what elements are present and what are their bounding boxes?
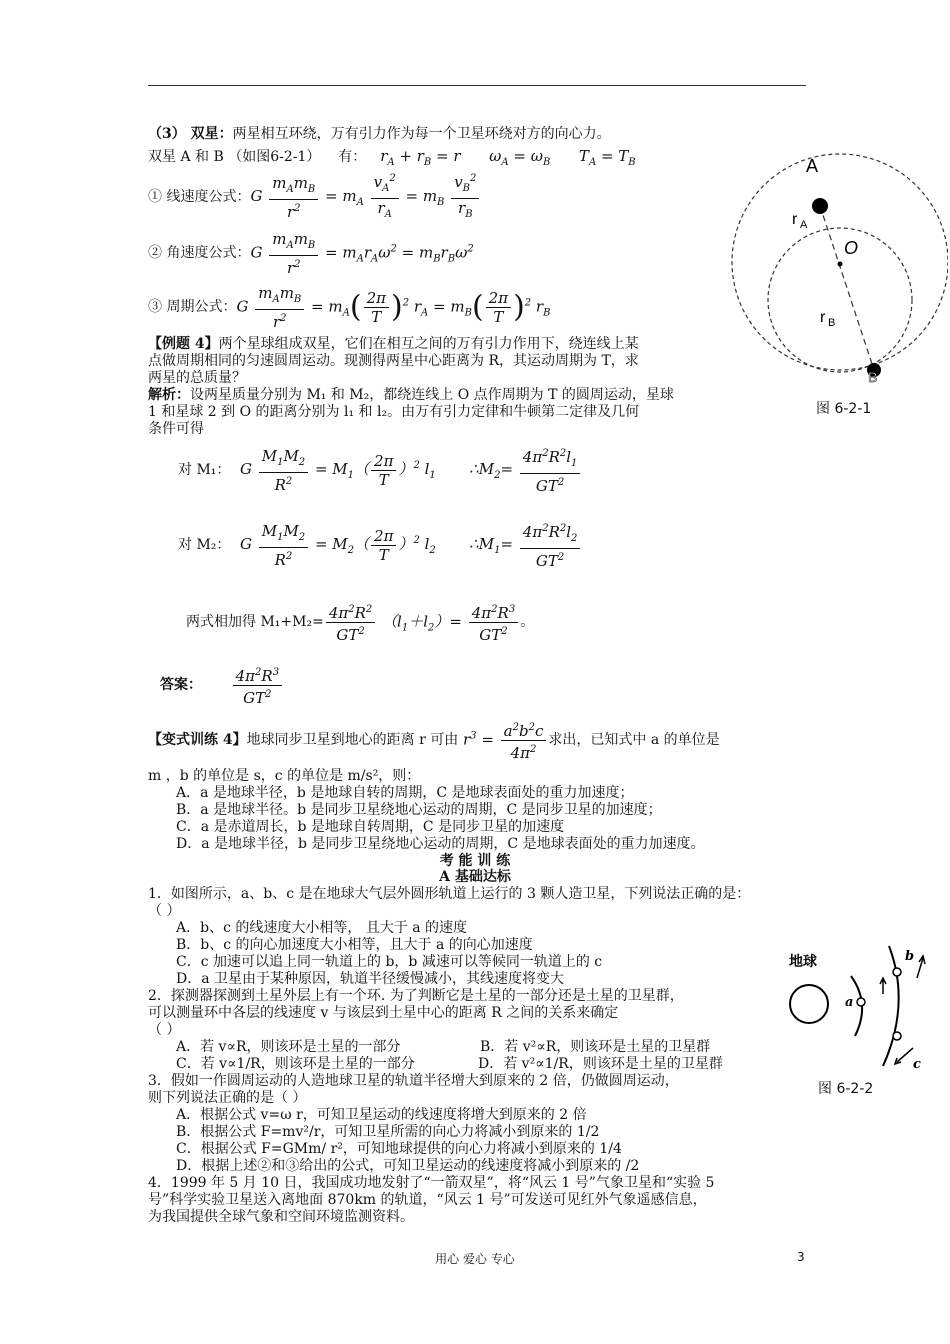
- q2-stem1: 2．探测器探测到土星外层上有一个环. 为了判断它是土星的一部分还是土星的卫星群，: [148, 988, 684, 1004]
- arrow-a: [880, 978, 886, 994]
- sum-period: 。: [520, 613, 535, 630]
- sum-prefix: 两式相加得 M₁+M₂=: [186, 613, 324, 630]
- label-rb: r: [820, 309, 826, 326]
- variant4-text-a: 地球同步卫星到地心的距离 r 可由: [246, 731, 459, 748]
- center-o: [838, 262, 843, 267]
- q2-option-d[interactable]: D．若 v²∝1/R，则该环是土星的卫星群: [478, 1056, 723, 1072]
- label-sat-a: a: [845, 995, 854, 1010]
- section3-line2: [148, 148, 636, 171]
- analysis-text2: 1 和星球 2 到 O 的距离分别为 l₁ 和 l₂。由万有引力定律和牛顿第二定律及几何: [148, 404, 640, 420]
- label-b: B: [868, 369, 878, 385]
- variant4-text2: m ，b 的单位是 s，c 的单位是 m/s²，则：: [148, 768, 421, 784]
- variant4-option-c[interactable]: C．a 是赤道周长，b 是地球自转周期，C 是同步卫星的加速度: [176, 819, 565, 835]
- example4-text1: 两个星球组成双星，它们在相互之间的万有引力作用下，绕连线上某: [218, 336, 639, 352]
- sum-math: $\frac{4\pi^2R^2}{GT^2}$ $(l_1+l_2)=$ $\frac{4\pi^2R^3}{GT^2}$: [324, 601, 520, 644]
- figure-satellites: [785, 940, 935, 1075]
- formula3-math: G $\frac{m_Am_B}{r^2}$ = $m_A$( $\frac{2\pi}{T}$ )$^2$ $r_A = m_B$( $\frac{2\pi}{T}$ )$^2$ $r_B$: [236, 283, 551, 331]
- figure2-caption: 图 6-2-2: [818, 1081, 874, 1097]
- q3-option-d[interactable]: D．根据上述②和③给出的公式，可知卫星运动的线速度将减小到原来的 /2: [176, 1158, 640, 1174]
- label-ra-sub: A: [800, 219, 808, 231]
- label-sat-c: c: [913, 1057, 921, 1072]
- section3-heading: （3） 双星：: [148, 126, 233, 142]
- section3-heading-line: [148, 126, 611, 143]
- formula2-label: ② 角速度公式：: [148, 244, 251, 261]
- arrow-c: [895, 1048, 913, 1064]
- label-sat-b: b: [905, 949, 915, 964]
- q1-stem: 1．如图所示，a、b、c 是在地球大气层外圆形轨道上运行的 3 颗人造卫星，下列说法正确的是：: [148, 886, 751, 902]
- q4-line2: 号”科学实验卫星送入离地面 870km 的轨道，“风云 1 号”可发送可见红外气象遥感信息，: [148, 1192, 707, 1208]
- analysis-text1: 设两星质量分别为 M₁ 和 M₂，都绕连线上 O 点作周期为 T 的圆周运动，星球: [190, 387, 674, 403]
- q1-option-a[interactable]: A．b、c 的线速度大小相等， 且大于 a 的速度: [176, 920, 468, 936]
- variant4-option-a[interactable]: A．a 是地球半径，b 是地球自转的周期，C 是地球表面处的重力加速度；: [176, 785, 634, 801]
- equation-m2: [178, 515, 582, 575]
- label-ra: r: [792, 211, 798, 228]
- figure-binary-star: [728, 150, 948, 390]
- variant4-option-b[interactable]: B．a 是地球半径。b 是同步卫星绕地心运动的周期，C 是同步卫星的加速度；: [176, 802, 662, 818]
- earth-label: 地球: [789, 954, 817, 970]
- formula2-math: G $\frac{m_Am_B}{r^2}$ = $m_Ar_A\omega^2 = m_Br_B\omega^2$: [250, 229, 474, 277]
- analysis-text3: 条件可得: [148, 421, 204, 437]
- formula2: [148, 228, 474, 278]
- q1-option-b[interactable]: B．b、c 的向心加速度大小相等，且大于 a 的向心加速度: [176, 937, 533, 953]
- page-number: 3: [797, 1250, 805, 1264]
- q3-stem1: 3．假如一作圆周运动的人造地球卫星的轨道半径增大到原来的 2 倍，仍做圆周运动，: [148, 1073, 679, 1089]
- label-a: A: [806, 156, 819, 176]
- header-rule: [148, 85, 806, 86]
- q2-option-b[interactable]: B．若 v²∝R，则该环是土星的卫星群: [480, 1039, 711, 1055]
- q1-blank: （ ）: [148, 903, 181, 919]
- satellite-a: [857, 998, 865, 1006]
- have-text: 有：: [338, 149, 367, 165]
- answer-line: [160, 660, 284, 710]
- label-rb-sub: B: [828, 317, 836, 329]
- relation-r: $r_A + r_B = r$ $\omega_A = \omega_B$ $T_A = T_B$: [370, 147, 636, 168]
- connecting-line: [820, 206, 874, 370]
- formula1: [148, 172, 481, 222]
- footer-center: 用心 爱心 专心: [435, 1252, 515, 1266]
- satellite-b: [893, 968, 901, 976]
- variant4-line1: [148, 718, 720, 762]
- arrow-b: [917, 956, 925, 978]
- example4-tag: 【例题 4】: [148, 336, 219, 352]
- variant4-formula: $r^3$ = $\frac{a^2b^2c}{4\pi^2}$: [458, 719, 548, 762]
- section3-text: 两星相互环绕，万有引力作为每一个卫星环绕对方的向心力。: [232, 126, 611, 142]
- star-a: [812, 198, 828, 214]
- sum-equation: [186, 597, 534, 647]
- training-subtitle: A 基础达标: [439, 869, 511, 885]
- analysis-line1: [148, 387, 674, 404]
- eq1-math: G $\frac{M_1M_2}{R^2}$ = $M_1$（ $\frac{2\pi}{T}$ ）$^2$ $l_1$ $\therefore M_2=$ $\frac{4\pi^2R^2l_1}{GT^2}$: [230, 445, 582, 495]
- figure1-caption: 图 6-2-1: [816, 401, 872, 417]
- variant4-option-d[interactable]: D．a 是地球半径，b 是同步卫星绕地心运动的周期，C 是地球表面处的重力加速度。: [176, 836, 705, 852]
- eq2-prefix: 对 M₂：: [178, 536, 231, 553]
- analysis-tag: 解析：: [148, 387, 190, 403]
- formula3-label: ③ 周期公式：: [148, 298, 237, 315]
- q4-line1: 4．1999 年 5 月 10 日，我国成功地发射了“一箭双星”，将“风云 1 号”气象卫星和“实验 5: [148, 1175, 715, 1191]
- formula1-label: ① 线速度公式：: [148, 188, 251, 205]
- eq1-prefix: 对 M₁：: [178, 461, 231, 478]
- satellite-c: [893, 1032, 901, 1040]
- binary-star-intro: 双星 A 和 B （如图6-2-1）: [148, 149, 321, 165]
- q3-stem2: 则下列说法正确的是（ ）: [148, 1090, 307, 1106]
- orbit-bc: [883, 946, 899, 1066]
- variant4-tag: 【变式训练 4】: [148, 731, 247, 748]
- q3-option-b[interactable]: B．根据公式 F=mv²/r，可知卫星所需的向心力将减小到原来的 1/2: [176, 1124, 600, 1140]
- q3-option-c[interactable]: C．根据公式 F=GMm/ r²，可知地球提供的向心力将减小到原来的 1/4: [176, 1141, 622, 1157]
- answer-label: 答案：: [160, 676, 202, 693]
- inner-orbit: [768, 228, 912, 372]
- example4-line1: [148, 336, 639, 353]
- example4-text3: 两星的总质量？: [148, 370, 246, 386]
- q2-blank: （ ）: [148, 1022, 181, 1038]
- q1-option-d[interactable]: D．a 卫星由于某种原因，轨道半径缓慢减小，其线速度将变大: [176, 971, 565, 987]
- q3-option-a[interactable]: A．根据公式 v=ω r，可知卫星运动的线速度将增大到原来的 2 倍: [176, 1107, 587, 1123]
- label-o: O: [844, 238, 859, 258]
- formula1-math: G $\frac{m_Am_B}{r^2}$ = $m_A$ $\frac{v_A^2}{r_A}$ = $m_B$ $\frac{v_B^2}{r_B}$: [250, 170, 481, 224]
- q1-option-c[interactable]: C．c 加速可以追上同一轨道上的 b，b 减速可以等候同一轨道上的 c: [176, 954, 603, 970]
- q2-stem2: 可以测量环中各层的线速度 v 与该层到土星中心的距离 R 之间的关系来确定: [148, 1005, 619, 1021]
- formula3: [148, 282, 550, 332]
- answer-math: $\frac{4\pi^2R^3}{GT^2}$: [202, 664, 284, 707]
- training-title: 考 能 训 练: [439, 853, 511, 869]
- example4-text2: 点做周期相同的匀速圆周运动。现测得两星中心距离为 R，其运动周期为 T，求: [148, 353, 639, 369]
- q2-option-a[interactable]: A．若 v∝R，则该环是土星的一部分: [176, 1039, 401, 1055]
- eq2-math: G $\frac{M_1M_2}{R^2}$ = $M_2$（ $\frac{2\pi}{T}$ ）$^2$ $l_2$ $\therefore M_1=$ $\frac{4\pi^2R^2l_2}{GT^2}$: [230, 520, 582, 570]
- equation-m1: [178, 440, 582, 500]
- q2-option-c[interactable]: C．若 v∝1/R，则该环是土星的一部分: [176, 1056, 415, 1072]
- variant4-text-b: 求出，已知式中 a 的单位是: [548, 731, 720, 748]
- earth-circle: [790, 985, 828, 1023]
- q4-line3: 为我国提供全球气象和空间环境监测资料。: [148, 1209, 414, 1225]
